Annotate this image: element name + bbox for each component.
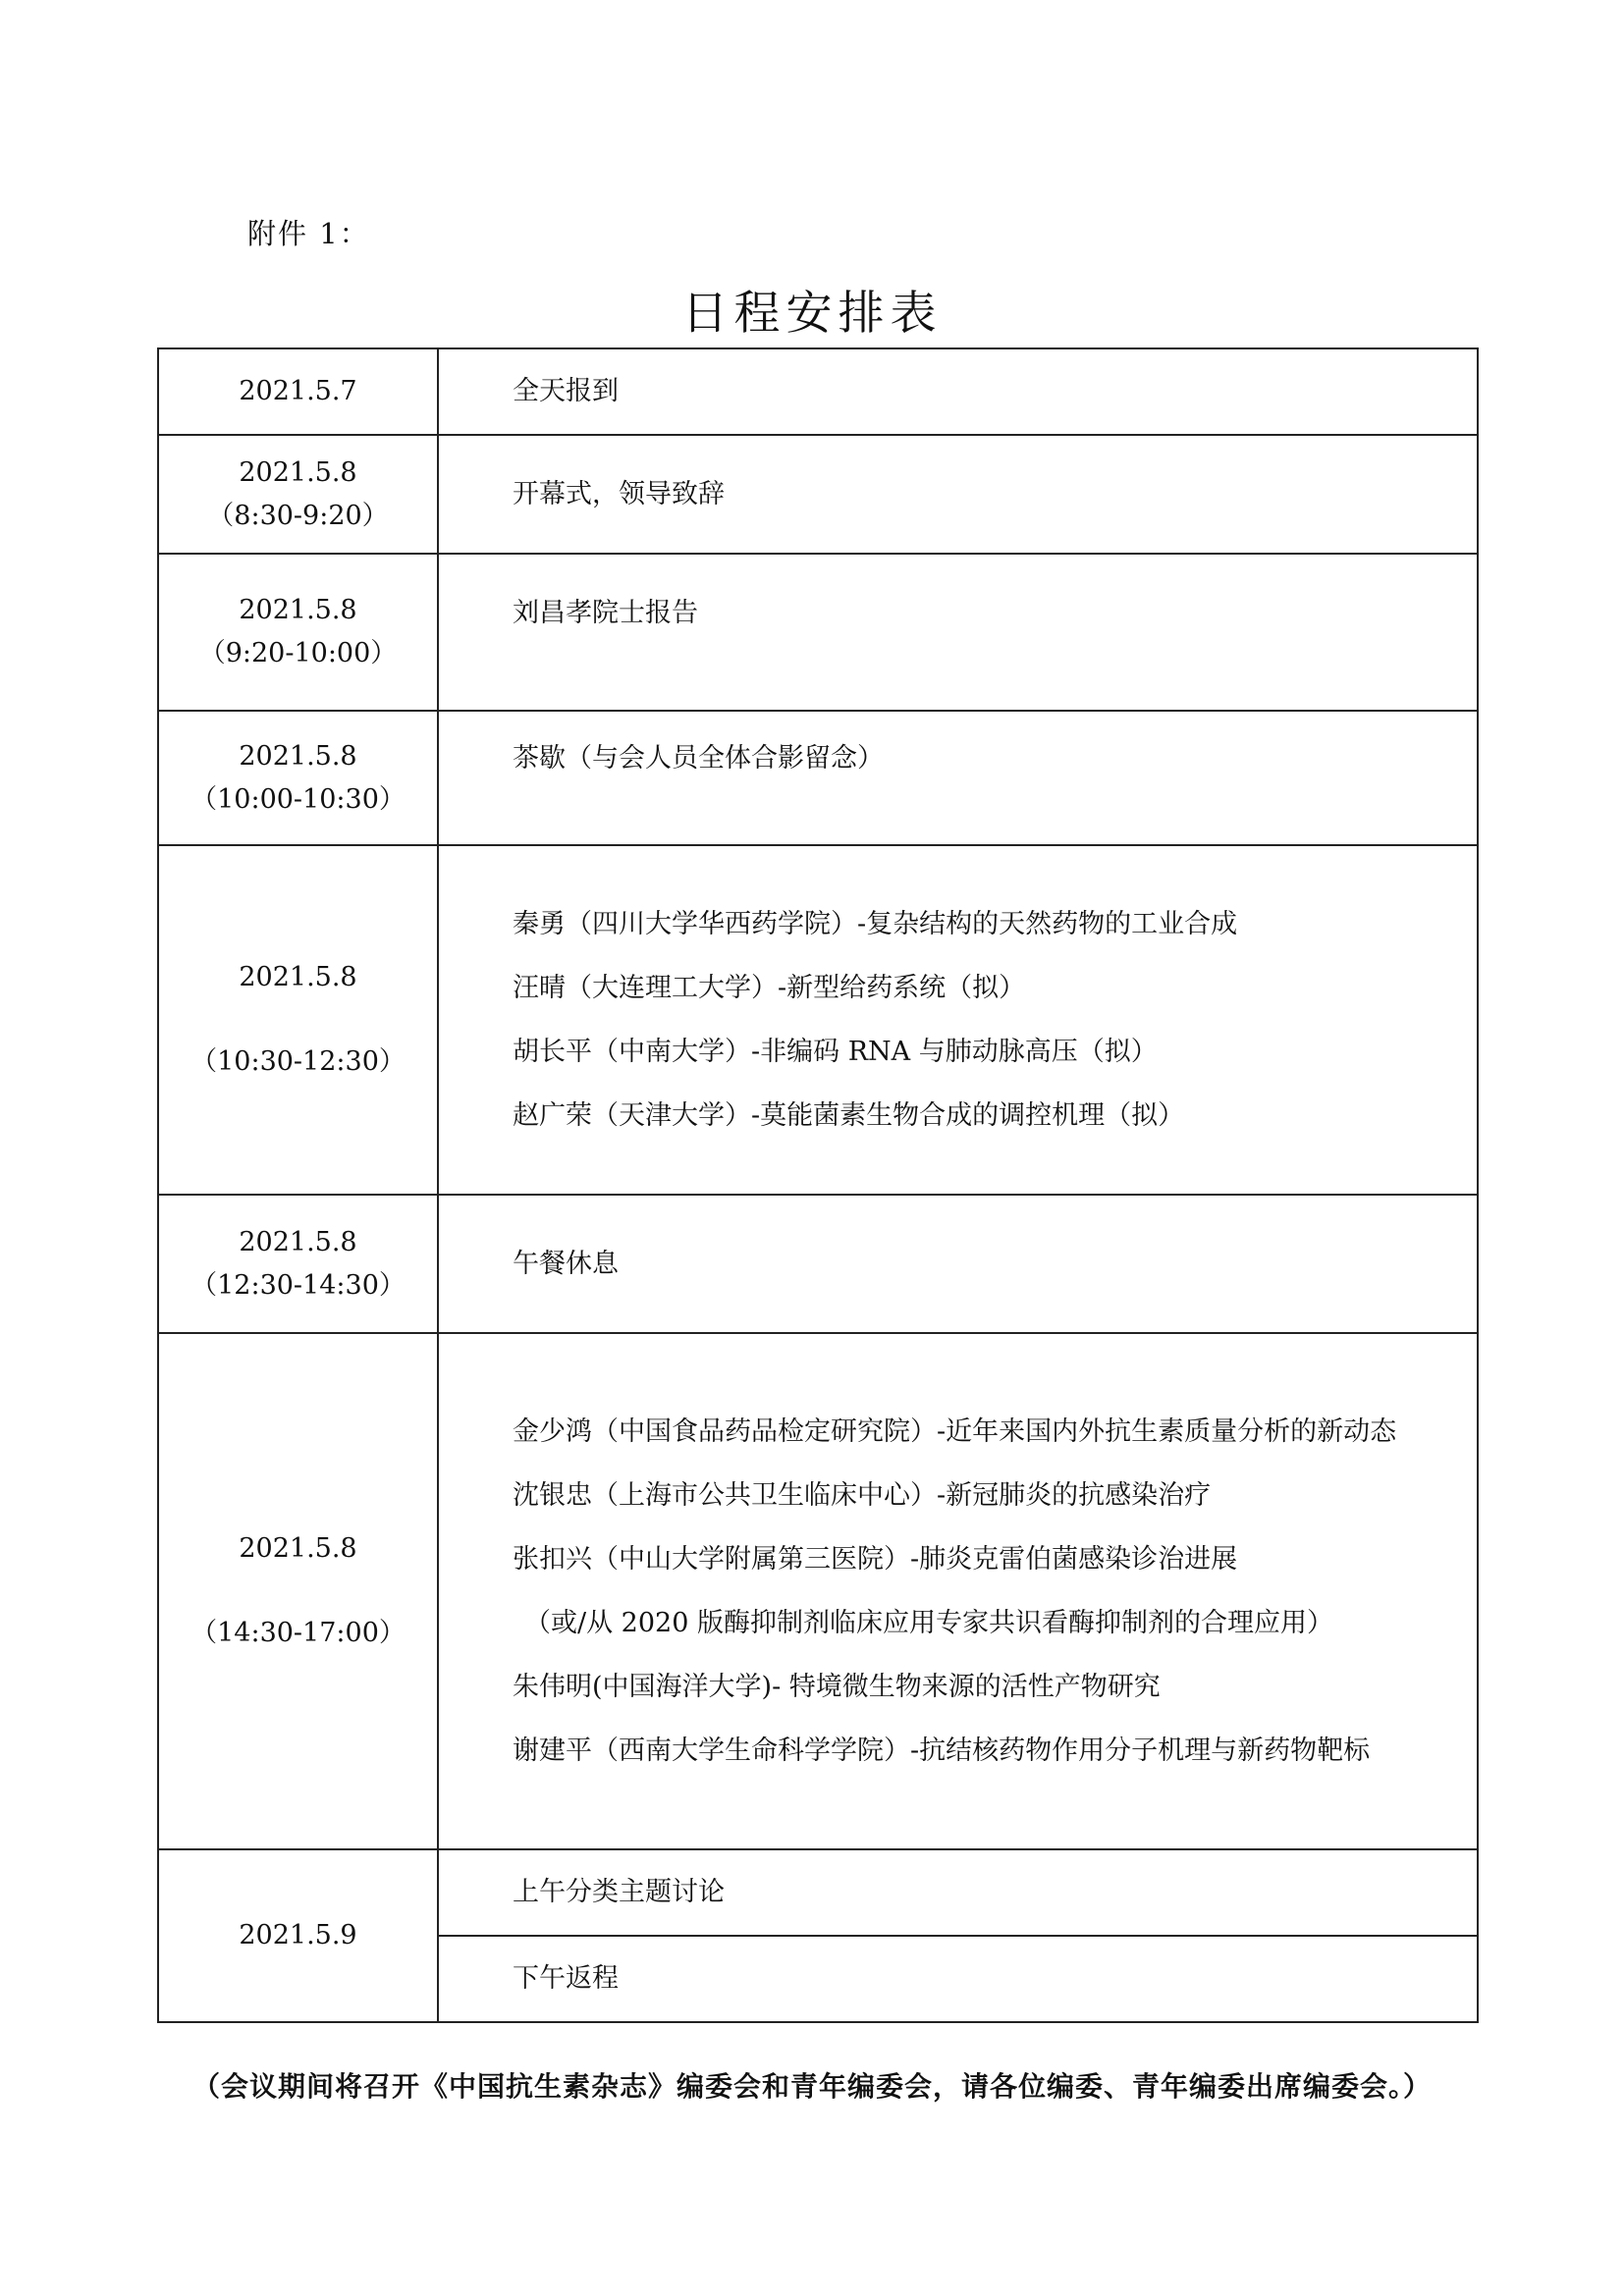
item-cell [438, 711, 1478, 845]
schedule-table [157, 347, 1479, 2023]
schedule-row [158, 1333, 1478, 1849]
date-cell [158, 1333, 438, 1849]
item-cell [438, 1333, 1478, 1849]
item-cell [438, 554, 1478, 711]
row-time: （14:30-17:00） [190, 1618, 406, 1648]
session-item: 张扣兴（中山大学附属第三医院）-肺炎克雷伯菌感染诊治进展 [513, 1543, 1238, 1575]
date-cell [158, 1195, 438, 1333]
row-date: 2021.5.8 [239, 740, 357, 772]
date-cell [158, 348, 438, 435]
session-item: 午餐休息 [513, 1248, 619, 1279]
session-item: 刘昌孝院士报告 [513, 598, 698, 628]
attachment-label: 附件 1： [247, 217, 370, 250]
session-item: 下午返程 [513, 1963, 619, 1994]
session-item: （或/从 2020 版酶抑制剂临床应用专家共识看酶抑制剂的合理应用） [524, 1607, 1333, 1638]
item-cell [438, 1195, 1478, 1333]
schedule-row [158, 348, 1478, 435]
row-date: 2021.5.9 [239, 1920, 357, 1950]
session-item: 汪晴（大连理工大学）-新型给药系统（拟） [513, 972, 1026, 1003]
row-time: （12:30-14:30） [190, 1269, 406, 1301]
date-cell [158, 554, 438, 711]
date-cell [158, 845, 438, 1195]
session-item: 上午分类主题讨论 [513, 1877, 725, 1907]
date-cell [158, 711, 438, 845]
session-item: 茶歇（与会人员全体合影留念） [513, 743, 884, 774]
row-date: 2021.5.8 [239, 1226, 357, 1257]
item-cell [438, 348, 1478, 435]
row-date: 2021.5.7 [239, 376, 357, 406]
date-cell [158, 435, 438, 554]
row-time: （10:00-10:30） [190, 783, 406, 815]
session-item: 开幕式，领导致辞 [513, 478, 725, 509]
footer-note: （会议期间将召开《中国抗生素杂志》编委会和青年编委会，请各位编委、青年编委出席编委会。） [191, 2070, 1432, 2103]
row-time: （10:30-12:30） [190, 1046, 406, 1077]
session-item: 朱伟明(中国海洋大学)- 特境微生物来源的活性产物研究 [513, 1671, 1161, 1702]
schedule-row [158, 1849, 1478, 1936]
session-item: 谢建平（西南大学生命科学学院）-抗结核药物作用分子机理与新药物靶标 [513, 1735, 1371, 1766]
item-cell [438, 845, 1478, 1195]
item-cell [438, 1936, 1478, 2022]
schedule-row [158, 845, 1478, 1195]
item-cell [438, 435, 1478, 554]
session-item: 全天报到 [513, 376, 619, 406]
session-item: 沈银忠（上海市公共卫生临床中心）-新冠肺炎的抗感染治疗 [513, 1479, 1212, 1511]
session-item: 金少鸿（中国食品药品检定研究院）-近年来国内外抗生素质量分析的新动态 [513, 1415, 1397, 1447]
schedule-row [158, 435, 1478, 554]
schedule-row [158, 711, 1478, 845]
schedule-row [158, 1195, 1478, 1333]
session-item: 赵广荣（天津大学）-莫能菌素生物合成的调控机理（拟） [513, 1099, 1185, 1131]
item-cell [438, 1849, 1478, 1936]
date-cell [158, 1849, 438, 2022]
schedule-row [158, 554, 1478, 711]
session-item: 胡长平（中南大学）-非编码 RNA 与肺动脉高压（拟） [513, 1036, 1158, 1067]
page-title: 日程安排表 [681, 287, 943, 341]
row-time: （8:30-9:20） [207, 500, 389, 531]
row-date: 2021.5.8 [239, 456, 357, 488]
session-item: 秦勇（四川大学华西药学院）-复杂结构的天然药物的工业合成 [513, 908, 1238, 939]
row-date: 2021.5.8 [239, 1533, 357, 1564]
row-date: 2021.5.8 [239, 595, 357, 625]
row-date: 2021.5.8 [239, 962, 357, 992]
row-time: （9:20-10:00） [198, 638, 398, 668]
